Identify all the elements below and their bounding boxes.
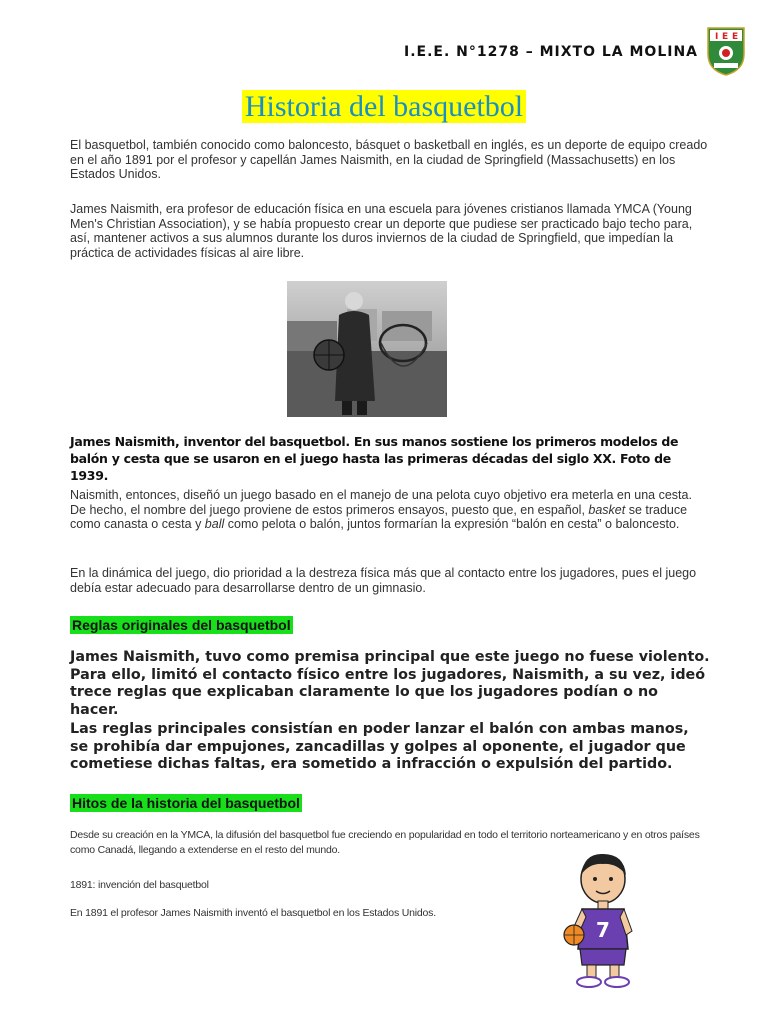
svg-text:E: E	[732, 32, 739, 42]
intro-paragraph: El basquetbol, también conocido como baloncesto, básquet o basketball en inglés, es un deporte de equipo creado en el año 1891 por el profesor y capellán James Naismith, en la ciudad de Springfield (Massachusetts) en los Estados Unidos.	[70, 138, 708, 181]
jersey-number: 7	[596, 918, 610, 942]
photo-caption: James Naismith, inventor del basquetbol. En sus manos sostiene los primeros modelos de balón y cesta que se usaron en el juego hasta las primeras décadas del siglo XX. Foto de 1939.	[70, 434, 679, 483]
milestones-intro: Desde su creación en la YMCA, la difusión del basquetbol fue creciendo en popularidad en todo el territorio norteamericano y en otros países como Canadá, llegando a extenderse en el resto del mundo.	[70, 829, 700, 856]
svg-text:I: I	[715, 32, 719, 42]
dynamics-paragraph: En la dinámica del juego, dio prioridad a la destreza física más que al contacto entre los jugadores, pues el juego debía estar adecuado para desarrollarse dentro de un gimnasio.	[70, 566, 697, 595]
milestone-1891-text: En 1891 el profesor James Naismith inventó el basquetbol en los Estados Unidos.	[70, 907, 436, 919]
ymca-paragraph: James Naismith, era profesor de educación física en una escuela para jóvenes cristianos llamada YMCA (Young Men's Christian Association), y se había propuesto crear un deporte que pudiese ser practicado bajo techo para, así, mantener activos a sus alumnos durante los duros inviernos de la ciudad de Springfield, que impedían la práctica de actividades físicas al aire libre.	[70, 202, 693, 260]
rules-paragraph-1: James Naismith, tuvo como premisa principal que este juego no fuese violento. Para ello, limitó el contacto físico entre los jugadores, Naismith, a su vez, ideó trece reglas que explicaban claramente lo que los jugadores podían o no hacer.	[70, 649, 710, 718]
milestone-1891-title: 1891: invención del basquetbol	[70, 879, 209, 891]
basketball-player-illustration	[532, 851, 675, 991]
school-name: I.E.E. N°1278 – MIXTO LA MOLINA	[404, 44, 698, 60]
school-shield-logo	[706, 26, 746, 76]
svg-text:E: E	[722, 32, 729, 42]
naismith-photo	[287, 281, 447, 417]
rules-paragraph-2: Las reglas principales consistían en poder lanzar el balón con ambas manos, se prohibía dar empujones, zancadillas y golpes al oponente, el jugador que cometiese dichas faltas, era sometido a infracción o expulsión del partido.	[70, 721, 689, 772]
basket-origin-paragraph: Naismith, entonces, diseñó un juego basado en el manejo de una pelota cuyo objetivo era meterla en una cesta. De hecho, el nombre del juego proviene de estos primeros ensayos, puesto que, en español, basket se traduce como canasta o cesta y ball como pelota o balón, juntos formarían la expresión “balón en cesta” o baloncesto.	[70, 488, 692, 531]
milestones-heading: Hitos de la historia del basquetbol	[72, 795, 300, 811]
rules-heading: Reglas originales del basquetbol	[72, 617, 291, 633]
page-title: Historia del basquetbol	[0, 90, 768, 124]
